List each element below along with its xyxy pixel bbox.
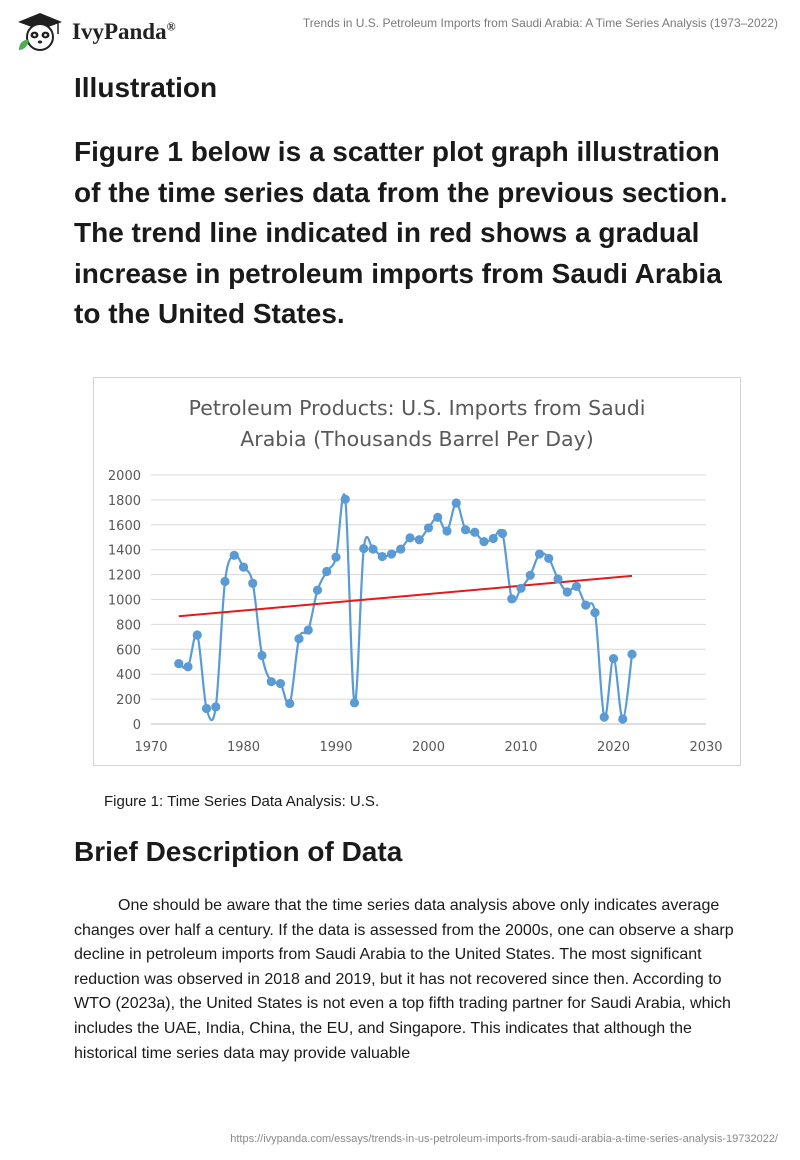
section-title: Illustration — [74, 72, 218, 103]
data-point — [600, 713, 609, 722]
data-point — [415, 535, 424, 544]
data-point — [627, 650, 636, 659]
data-point — [590, 608, 599, 617]
data-point — [267, 677, 276, 686]
data-point — [507, 594, 516, 603]
data-point — [313, 586, 322, 595]
data-point — [516, 584, 525, 593]
x-tick-label: 1980 — [226, 740, 261, 755]
data-point — [257, 651, 266, 660]
data-point — [470, 528, 479, 537]
data-point — [581, 601, 590, 610]
data-point — [405, 533, 414, 542]
data-point — [442, 526, 451, 535]
data-point — [304, 625, 313, 634]
data-point — [341, 495, 350, 504]
header — [0, 0, 800, 60]
description-title: Brief Description of Data — [74, 836, 403, 867]
data-point — [609, 654, 618, 663]
data-point — [433, 513, 442, 522]
data-point — [387, 549, 396, 558]
y-tick-label: 200 — [116, 693, 141, 709]
footer-url[interactable]: https://ivypanda.com/essays/trends-in-us-petroleum-imports-from-saudi-arabia-a-time-series-analysis-19732022/ — [230, 1133, 778, 1145]
lead-paragraph: Figure 1 below is a scatter plot graph illustration of the time series data from the previous section. The trend line indicated in red shows a gradual increase in petroleum imports from Saudi Arabia to the United States. — [74, 136, 728, 329]
x-tick-label: 2020 — [596, 740, 631, 755]
data-point — [396, 544, 405, 553]
y-tick-label: 1800 — [107, 493, 141, 509]
data-point — [359, 544, 368, 553]
x-tick-label: 2030 — [689, 740, 723, 755]
x-tick-label: 2000 — [411, 740, 446, 755]
data-point — [193, 630, 202, 639]
data-point — [424, 523, 433, 532]
document-title: Trends in U.S. Petroleum Imports from Saudi Arabia: A Time Series Analysis (1973–2022) — [302, 16, 778, 30]
data-point — [202, 704, 211, 713]
data-point — [553, 574, 562, 583]
x-tick-label: 1990 — [319, 740, 353, 755]
data-point — [331, 553, 340, 562]
data-point — [248, 579, 257, 588]
data-point — [572, 582, 581, 591]
data-point — [350, 698, 359, 707]
data-point — [563, 587, 572, 596]
data-point — [526, 571, 535, 580]
chart-title-line-2: Arabia (Thousands Barrel Per Day) — [240, 427, 594, 451]
data-point — [276, 679, 285, 688]
description-paragraph: One should be aware that the time series data analysis above only indicates average changes over half a century. If the data is assessed from the 2000s, one can observe a sharp decline in petroleum imports from Saudi Arabia to the United States. The most significant reduction was observed in 2018 and 2019, but it has not recovered since then. According to WTO (2023a), the United States is not even a top fifth trading partner for Saudi Arabia, which includes the UAE, India, China, the EU, and Singapore. This indicates that although the historical time series data may provide valuable — [74, 897, 734, 1062]
series-line — [179, 494, 632, 720]
y-tick-label: 600 — [116, 643, 141, 659]
y-tick-label: 2000 — [107, 469, 141, 484]
data-point — [220, 577, 229, 586]
data-point — [618, 714, 627, 723]
data-point — [498, 529, 507, 538]
y-tick-label: 1000 — [107, 593, 141, 609]
y-tick-label: 1200 — [107, 568, 141, 584]
chart-title-line-1: Petroleum Products: U.S. Imports from Saudi — [188, 396, 646, 420]
data-point — [535, 549, 544, 558]
chart-figure — [93, 377, 741, 766]
data-point — [230, 551, 239, 560]
data-point — [294, 634, 303, 643]
y-tick-label: 1400 — [107, 543, 141, 559]
data-point — [479, 537, 488, 546]
data-point — [322, 567, 331, 576]
data-point — [544, 554, 553, 563]
panda-logo-icon — [14, 10, 68, 54]
data-point — [174, 659, 183, 668]
x-tick-label: 1970 — [134, 740, 168, 755]
data-point — [378, 552, 387, 561]
figure-caption: Figure 1: Time Series Data Analysis: U.S. — [104, 793, 380, 810]
y-tick-label: 400 — [116, 668, 141, 684]
data-point — [285, 699, 294, 708]
data-point — [461, 525, 470, 534]
data-point — [183, 662, 192, 671]
data-point — [239, 563, 248, 572]
data-point — [452, 498, 461, 507]
y-tick-label: 800 — [116, 618, 141, 634]
x-tick-label: 2010 — [504, 740, 538, 755]
trend-line — [179, 576, 632, 616]
logo[interactable] — [14, 10, 214, 54]
data-point — [368, 544, 377, 553]
y-tick-label: 1600 — [107, 518, 141, 534]
scatter-chart — [94, 378, 740, 765]
data-point — [489, 534, 498, 543]
data-point — [211, 702, 220, 711]
logo-text: IvyPanda® — [72, 19, 176, 44]
y-tick-label: 0 — [132, 718, 141, 733]
